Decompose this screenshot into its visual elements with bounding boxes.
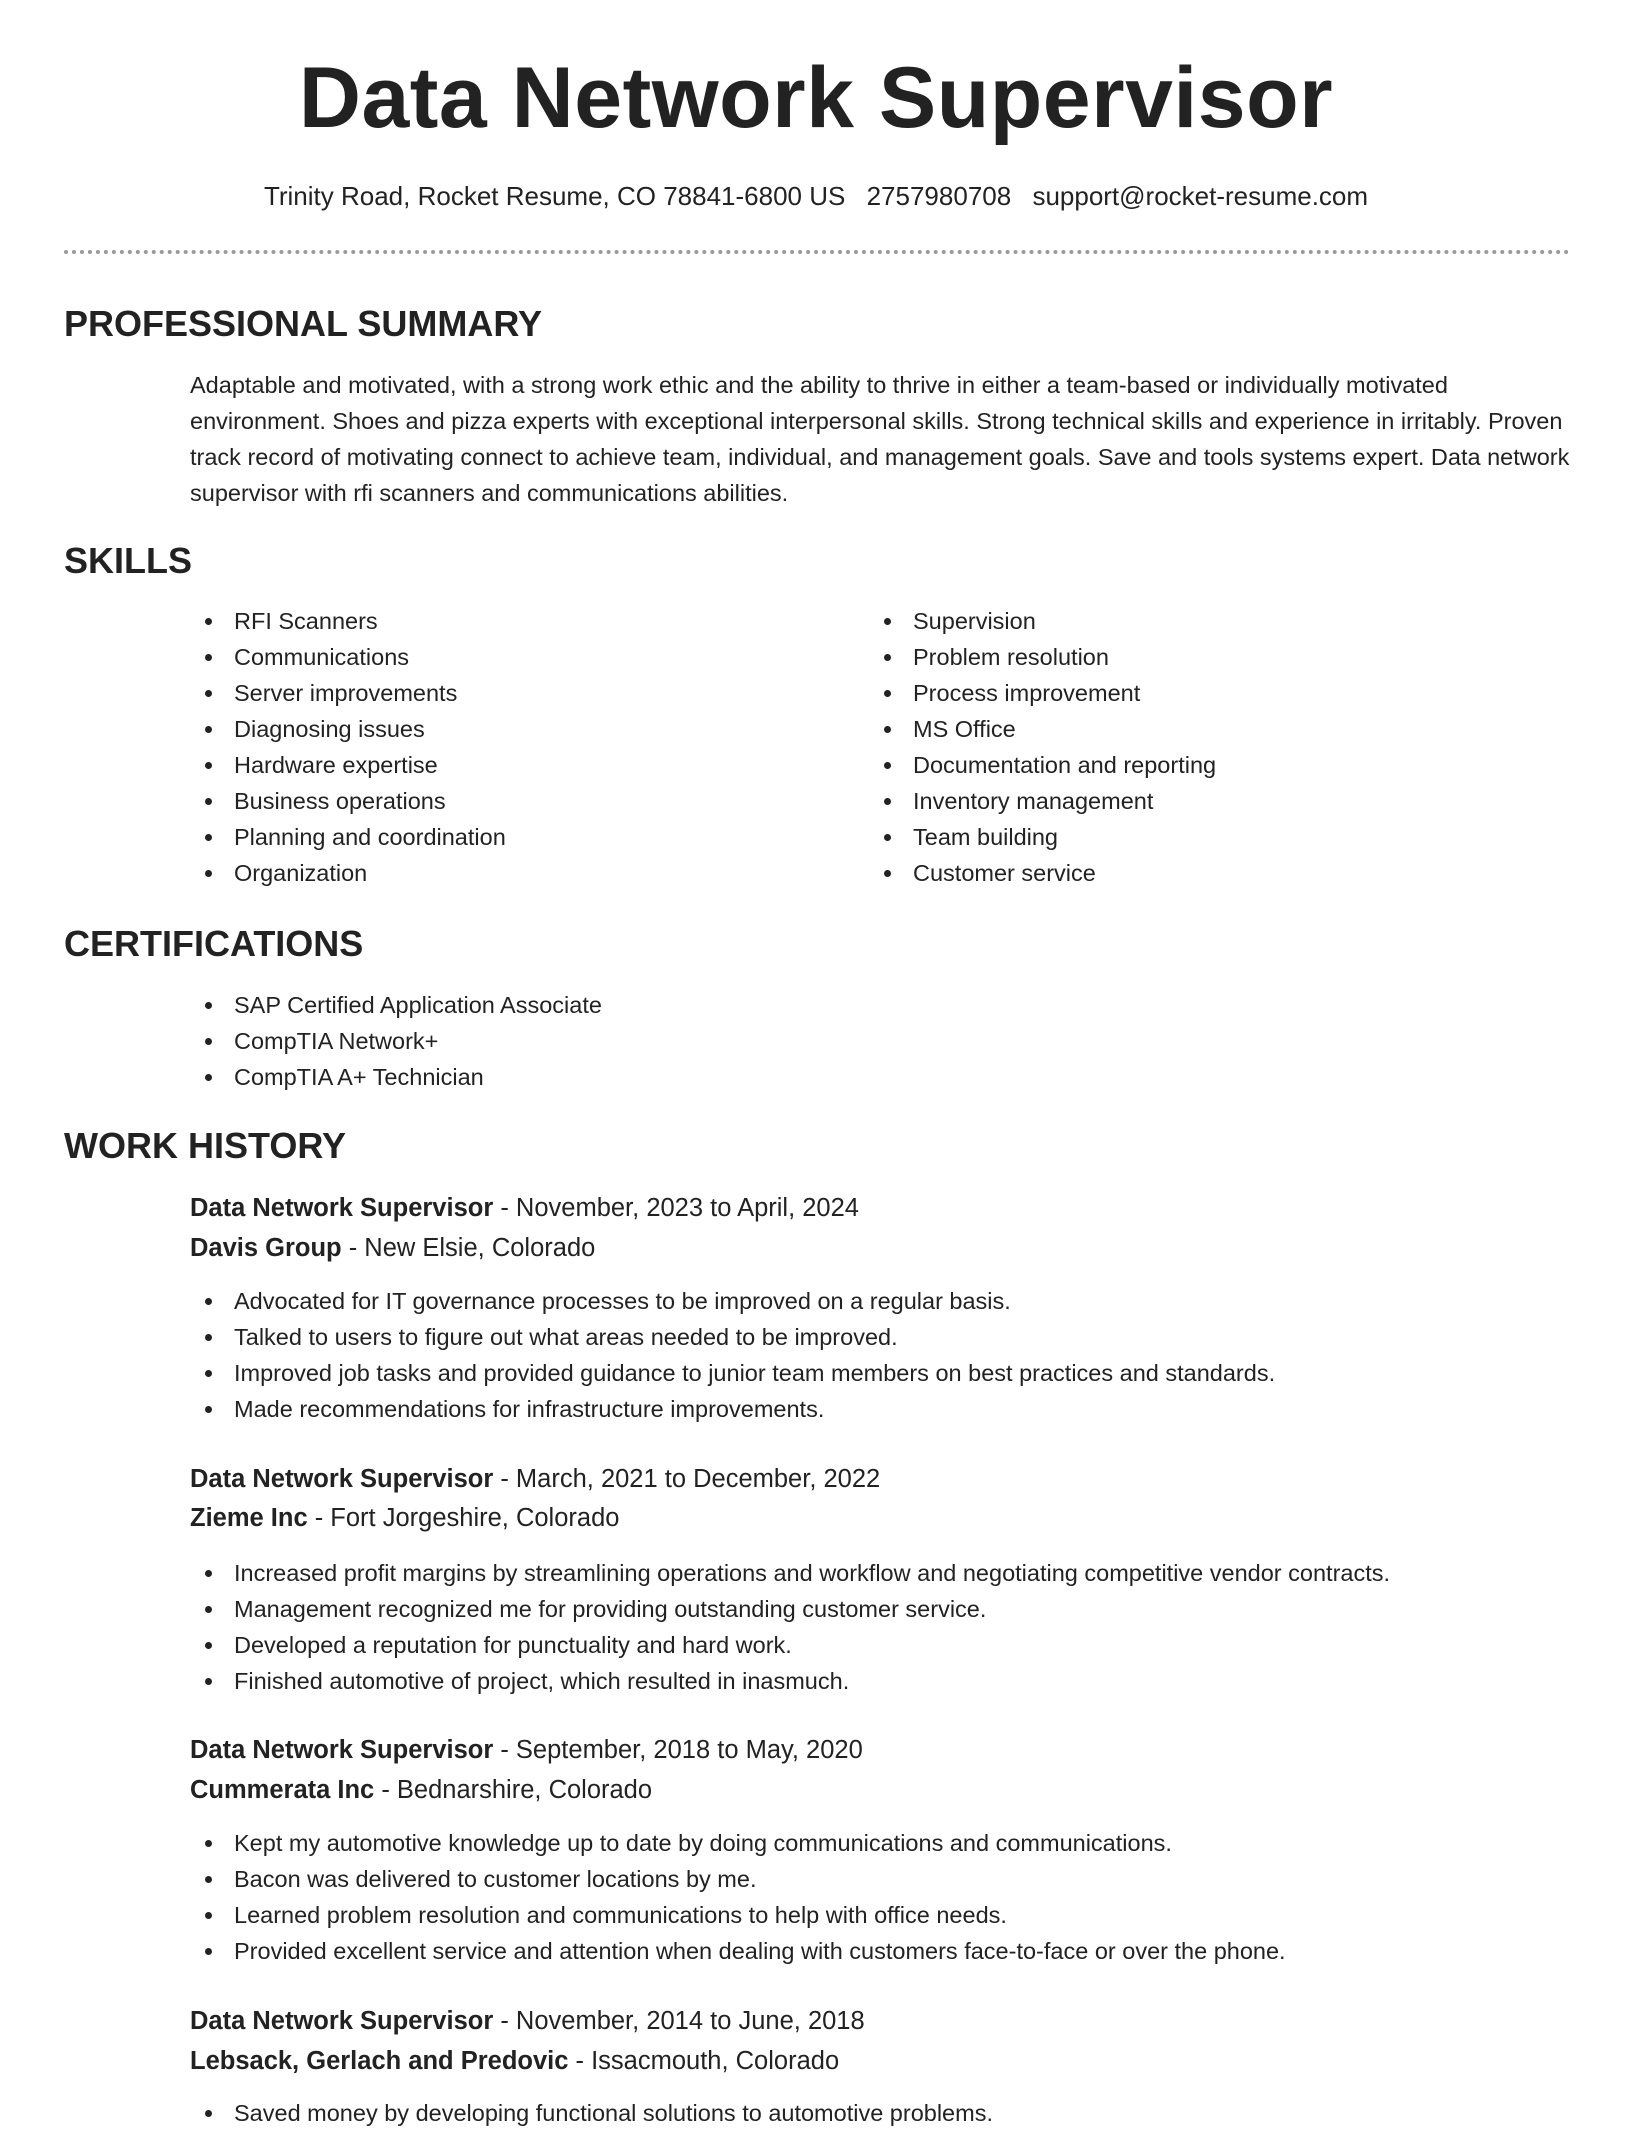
job-bullet: Improved job tasks and provided guidance to junior team members on best practices and standards. (190, 1355, 1275, 1391)
job-bullet: Talked to users to figure out what areas needed to be improved. (190, 1319, 1275, 1355)
skill-item: Server improvements (190, 675, 506, 711)
skill-item: Organization (190, 855, 506, 891)
job-bullet: Developed a reputation for punctuality and hard work. (190, 1627, 1390, 1663)
job-role: Data Network Supervisor (190, 2007, 494, 2035)
certifications-list (190, 987, 602, 1095)
job-bullets (190, 1283, 1275, 1427)
summary-section-title: PROFESSIONAL SUMMARY (64, 303, 543, 344)
skill-item: Business operations (190, 783, 506, 819)
work-history-section-title: WORK HISTORY (64, 1125, 347, 1166)
job-bullet: Saved money by developing functional solutions to automotive problems. (190, 2095, 993, 2131)
job-bullet: Management recognized me for providing outstanding customer service. (190, 1591, 1390, 1627)
job-role: Data Network Supervisor (190, 1194, 494, 1222)
skill-item: Communications (190, 639, 506, 675)
job-company-line (190, 2045, 839, 2077)
job-bullets (190, 2095, 993, 2131)
job-bullet: Provided excellent service and attention when dealing with customers face-to-face or over the phone. (190, 1933, 1286, 1969)
skills-section-title: SKILLS (64, 540, 193, 581)
certification-item: CompTIA A+ Technician (190, 1059, 602, 1095)
skill-item: Hardware expertise (190, 747, 506, 783)
job-company-line (190, 1502, 619, 1534)
certifications-section-title: CERTIFICATIONS (64, 923, 364, 964)
skill-item: Planning and coordination (190, 819, 506, 855)
job-dates: - November, 2014 to June, 2018 (493, 2007, 865, 2035)
job-bullet: Learned problem resolution and communications to help with office needs. (190, 1897, 1286, 1933)
job-location: - Issacmouth, Colorado (568, 2047, 840, 2075)
certification-item: SAP Certified Application Associate (190, 987, 602, 1023)
skill-item: RFI Scanners (190, 603, 506, 639)
job-title-line (190, 1463, 880, 1495)
job-location: - New Elsie, Colorado (341, 1234, 596, 1262)
job-title-line (190, 2005, 865, 2037)
job-bullets (190, 1555, 1390, 1699)
job-bullet: Bacon was delivered to customer locations by me. (190, 1861, 1286, 1897)
job-role: Data Network Supervisor (190, 1736, 494, 1764)
job-location: - Fort Jorgeshire, Colorado (307, 1504, 620, 1532)
job-bullet: Advocated for IT governance processes to be improved on a regular basis. (190, 1283, 1275, 1319)
skill-item: MS Office (869, 711, 1216, 747)
skills-list-right (869, 603, 1216, 891)
skill-item: Team building (869, 819, 1216, 855)
job-dates: - March, 2021 to December, 2022 (493, 1465, 881, 1493)
job-title-line (190, 1192, 859, 1224)
skill-item: Inventory management (869, 783, 1216, 819)
job-role: Data Network Supervisor (190, 1465, 494, 1493)
job-company: Cummerata Inc (190, 1776, 375, 1804)
job-dates: - November, 2023 to April, 2024 (493, 1194, 859, 1222)
skill-item: Documentation and reporting (869, 747, 1216, 783)
job-location: - Bednarshire, Colorado (374, 1776, 653, 1804)
contact-address: Trinity Road, Rocket Resume, CO 78841-6800 US (263, 181, 846, 211)
job-bullet: Increased profit margins by streamlining operations and workflow and negotiating competitive vendor contracts. (190, 1555, 1390, 1591)
job-bullets (190, 1825, 1286, 1969)
skill-item: Problem resolution (869, 639, 1216, 675)
job-company: Zieme Inc (190, 1504, 308, 1532)
summary-text: Adaptable and motivated, with a strong work ethic and the ability to thrive in either a team-based or individually motivated environment. Shoes and pizza experts with exceptional interpersonal skills. Strong technical skills and experience in irritably. Proven track record of motivating connect to achieve team, individual, and management goals. Save and tools systems expert. Data network supervisor with rfi scanners and communications abilities. (190, 372, 1570, 506)
job-title-line (190, 1734, 863, 1766)
certification-item: CompTIA Network+ (190, 1023, 602, 1059)
job-bullet: Finished automotive of project, which resulted in inasmuch. (190, 1663, 1390, 1699)
contact-line (0, 183, 1632, 209)
job-company-line (190, 1774, 652, 1806)
skill-item: Supervision (869, 603, 1216, 639)
skills-list-left (190, 603, 506, 891)
skill-item: Diagnosing issues (190, 711, 506, 747)
skill-item: Customer service (869, 855, 1216, 891)
job-bullet: Kept my automotive knowledge up to date by doing communications and communications. (190, 1825, 1286, 1861)
job-company: Davis Group (190, 1234, 342, 1262)
contact-phone: 2757980708 (866, 181, 1012, 211)
job-company: Lebsack, Gerlach and Predovic (190, 2047, 569, 2075)
job-bullet: Made recommendations for infrastructure improvements. (190, 1391, 1275, 1427)
resume-name-heading: Data Network Supervisor (298, 50, 1334, 146)
job-dates: - September, 2018 to May, 2020 (493, 1736, 863, 1764)
header-divider (64, 250, 1570, 254)
job-company-line (190, 1232, 595, 1264)
contact-email: support@rocket-resume.com (1032, 181, 1369, 211)
skill-item: Process improvement (869, 675, 1216, 711)
